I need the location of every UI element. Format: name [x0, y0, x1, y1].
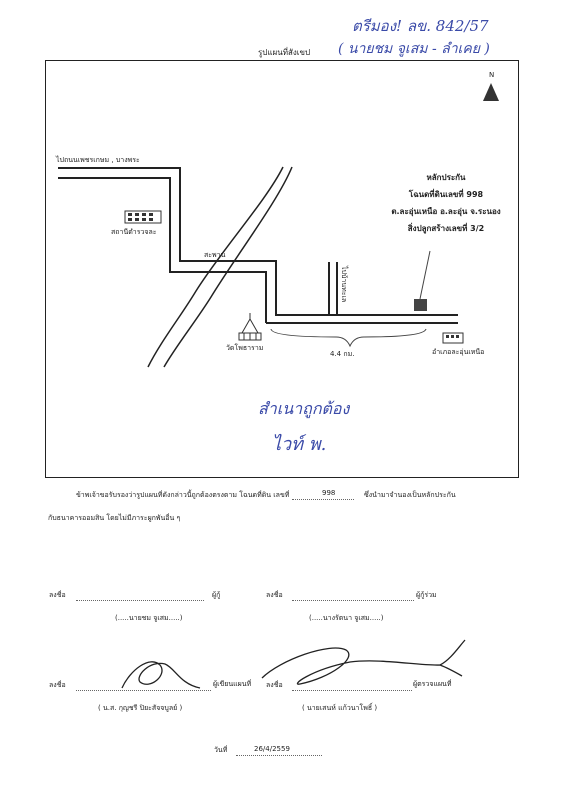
collateral-building-icon — [414, 299, 427, 311]
handwritten-reference: ตรีมอง! ลข. 842/57 — [352, 17, 489, 35]
collateral-line1: หลักประกัน — [426, 173, 466, 182]
certified-copy-stamp: สำเนาถูกต้อง — [258, 399, 350, 418]
handwritten-owner-name: ( นายชม จูเสม - ลำเคย ) — [338, 41, 490, 57]
page-title: รูปแผนที่สังเขป — [258, 48, 311, 57]
inspector-sign-line — [292, 690, 412, 691]
inspector-sign-prefix: ลงชื่อ — [266, 681, 283, 689]
certify-text-3: กับธนาคารออมสิน โดยไม่มีภาระผูกพันอื่น ๆ — [48, 514, 181, 522]
district-label: อำเภอละอุ่นเหนือ — [432, 348, 485, 356]
certify-text-1: ข้าพเจ้าขอรับรองว่ารูปแผนที่ดังกล่าวนี้ถูกต้องตรงตาม โฉนดที่ดิน เลขที่ — [76, 491, 290, 499]
borrower-name: (.....นายชม จูเสม.....) — [115, 614, 183, 622]
north-label: N — [489, 71, 495, 79]
map-frame — [45, 60, 519, 478]
coborrower-role: ผู้กู้ร่วม — [416, 591, 437, 599]
collateral-block — [386, 169, 506, 237]
collateral-line4: สิ่งปลูกสร้างเลขที่ 3/2 — [407, 224, 485, 233]
coborrower-sign-line — [292, 600, 414, 601]
temple-icon — [239, 313, 261, 340]
date-line — [236, 755, 322, 756]
village-road-label: ไปบ้านทะเล — [340, 266, 348, 303]
police-station-icon — [125, 211, 161, 223]
handwritten-signature: ไวท์ พ. — [272, 434, 327, 455]
borrower-role: ผู้กู้ — [212, 591, 221, 599]
date-value: 26/4/2559 — [254, 745, 290, 753]
road-label-top: ไปถนนเพชรเกษม , บางพระ — [56, 156, 140, 164]
date-label: วันที่ — [214, 746, 228, 754]
coborrower-sign-prefix: ลงชื่อ — [266, 591, 283, 599]
deed-number-line — [292, 499, 354, 500]
station-label: สถานีตำรวจละ — [111, 228, 157, 236]
drawer-role: ผู้เขียนแผนที่ — [213, 680, 252, 688]
drawer-sign-line — [76, 690, 211, 691]
coborrower-name: (.....นางรัตนา จูเสม.....) — [309, 614, 384, 622]
inspector-role: ผู้ตรวจแผนที่ — [413, 680, 452, 688]
temple-label: วัดโพธาราม — [226, 344, 264, 352]
inspector-name: ( นายเสนห์ แก้วนาโพธิ์ ) — [302, 704, 378, 712]
collateral-line2: โฉนดที่ดินเลขที่ 998 — [408, 190, 484, 199]
collateral-line3: ต.ละอุ่นเหนือ อ.ละอุ่น จ.ระนอง — [391, 207, 501, 216]
district-office-icon — [443, 333, 463, 343]
bridge-label: สะพาน — [204, 251, 226, 259]
certify-text-2: ซึ่งนำมาจำนองเป็นหลักประกัน — [364, 491, 456, 499]
borrower-sign-line — [76, 600, 204, 601]
distance-label: 4.4 กม. — [330, 350, 355, 358]
deed-number: 998 — [322, 489, 336, 497]
borrower-sign-prefix: ลงชื่อ — [49, 591, 66, 599]
drawer-sign-prefix: ลงชื่อ — [49, 681, 66, 689]
north-arrow-icon — [483, 83, 499, 101]
drawer-name: ( น.ส. กุญชรี ปิยะสัจจบูลย์ ) — [98, 704, 183, 712]
